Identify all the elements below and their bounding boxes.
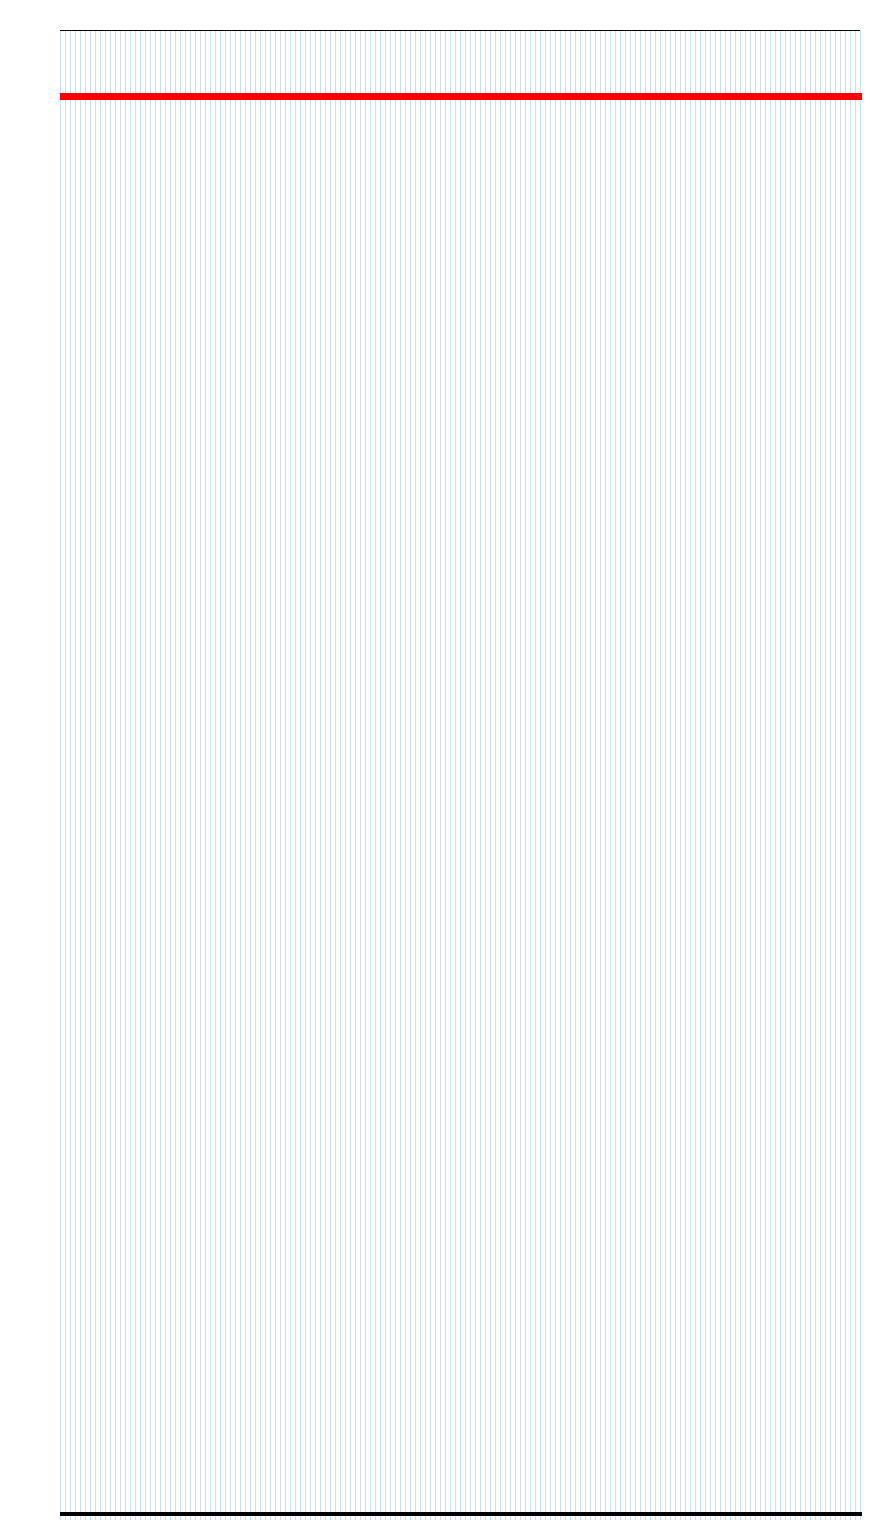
decipher-bar[interactable] <box>60 1512 862 1516</box>
cytoband-bar[interactable] <box>60 93 862 100</box>
track-grid <box>60 30 862 1520</box>
ruler-axis <box>60 30 860 31</box>
